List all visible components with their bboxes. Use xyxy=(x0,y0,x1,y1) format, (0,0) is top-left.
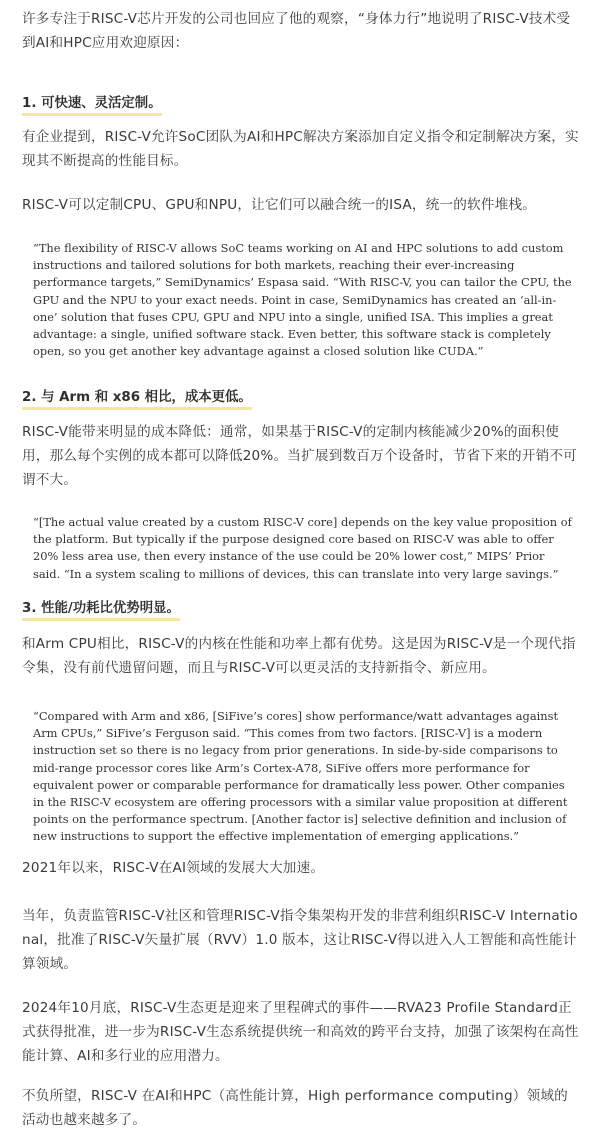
section-3-paragraph-1: 和Arm CPU相比，RISC-V的内核在性能和功率上都有优势。这是因为RISC-V是一个现代指令集，没有前代遗留问题，而且与RISC-V可以更灵活的支持新指令、新应用。 xyxy=(22,636,576,676)
section-3-quote: “Compared with Arm and x86, [SiFive’s cores] show performance/watt advantages against Arm CPUs,” SiFive’s Ferguson said. “This comes from two factors. [RISC-V] is a modern instruction set so there is no legacy from prior generations. In side-by-side comparisons to mid-range processor cores like Arm’s Cortex-A78, SiFive offers more performance for equivalent power or comparable performance for dramatically less power. Other companies in the RISC-V ecosystem are offering processors with a similar value proposition at different points on the performance spectrum. [Another factor is] selective definition and inclusion of new instructions to support the effective implementation of emerging applications.” xyxy=(33,709,568,844)
closing-paragraph-4: 不负所望，RISC-V 在AI和HPC（高性能计算，High performance computing）领域的活动也越来越多了。 xyxy=(22,1088,568,1128)
section-2-paragraph-1: RISC-V能带来明显的成本降低：通常，如果基于RISC-V的定制内核能减少20%的面积使用，那么每个实例的成本都可以降低20%。当扩展到数百万个设备时，节省下来的开销不可谓不大。 xyxy=(22,424,577,488)
section-3-heading: 3. 性能/功耗比优势明显。 xyxy=(22,599,180,621)
section-1-heading: 1. 可快速、灵活定制。 xyxy=(22,94,162,116)
closing-paragraph-1: 2021年以来，RISC-V在AI领域的发展大大加速。 xyxy=(22,860,325,876)
section-1-heading-wrap xyxy=(22,92,580,116)
section-2-heading-wrap xyxy=(22,386,580,410)
section-1-quote: “The flexibility of RISC-V allows SoC teams working on AI and HPC solutions to add custom instructions and tailored solutions for both markets, reaching their ever-increasing performance targets,” SemiDynamics’ Espasa said. “With RISC-V, you can tailor the CPU, the GPU and the NPU to your exact needs. Point in case, SemiDynamics has created an ‘all-in-one’ solution that fuses CPU, GPU and NPU into a single, unified ISA. This implies a great advantage: a single, unified software stack. Even better, this software stack is completely open, so you get another key advantage against a closed solution like CUDA.” xyxy=(33,241,572,359)
section-3-heading-wrap xyxy=(22,597,580,621)
section-2-quote: “[The actual value created by a custom RISC-V core] depends on the key value proposition of the platform. But typically if the purpose designed core based on RISC-V was able to offer 20% less area use, then every instance of the use could be 20% lower cost,” MIPS’ Prior said. “In a system scaling to millions of devices, this can translate into very large savings.” xyxy=(33,515,572,581)
section-1-paragraph-2: RISC-V可以定制CPU、GPU和NPU，让它们可以融合统一的ISA，统一的软件堆栈。 xyxy=(22,197,537,213)
section-1-paragraph-1: 有企业提到，RISC-V允许SoC团队为AI和HPC解决方案添加自定义指令和定制解决方案，实现其不断提高的性能目标。 xyxy=(22,129,579,169)
section-2-heading: 2. 与 Arm 和 x86 相比，成本更低。 xyxy=(22,388,252,410)
closing-paragraph-2: 当年，负责监管RISC-V社区和管理RISC-V指令集架构开发的非营利组织RISC-V International，批准了RISC-V矢量扩展（RVV）1.0 版本，这让RISC-V得以进入人工智能和高性能计算领域。 xyxy=(22,908,578,972)
intro-paragraph: 许多专注于RISC-V芯片开发的公司也回应了他的观察，“身体力行”地说明了RISC-V技术受到AI和HPC应用欢迎原因： xyxy=(22,11,571,51)
closing-paragraph-3: 2024年10月底，RISC-V生态更是迎来了里程碑式的事件——RVA23 Profile Standard正式获得批准，进一步为RISC-V生态系统提供统一和高效的跨平台支持，加强了该架构在高性能计算、AI和多行业的应用潜力。 xyxy=(22,1000,579,1064)
